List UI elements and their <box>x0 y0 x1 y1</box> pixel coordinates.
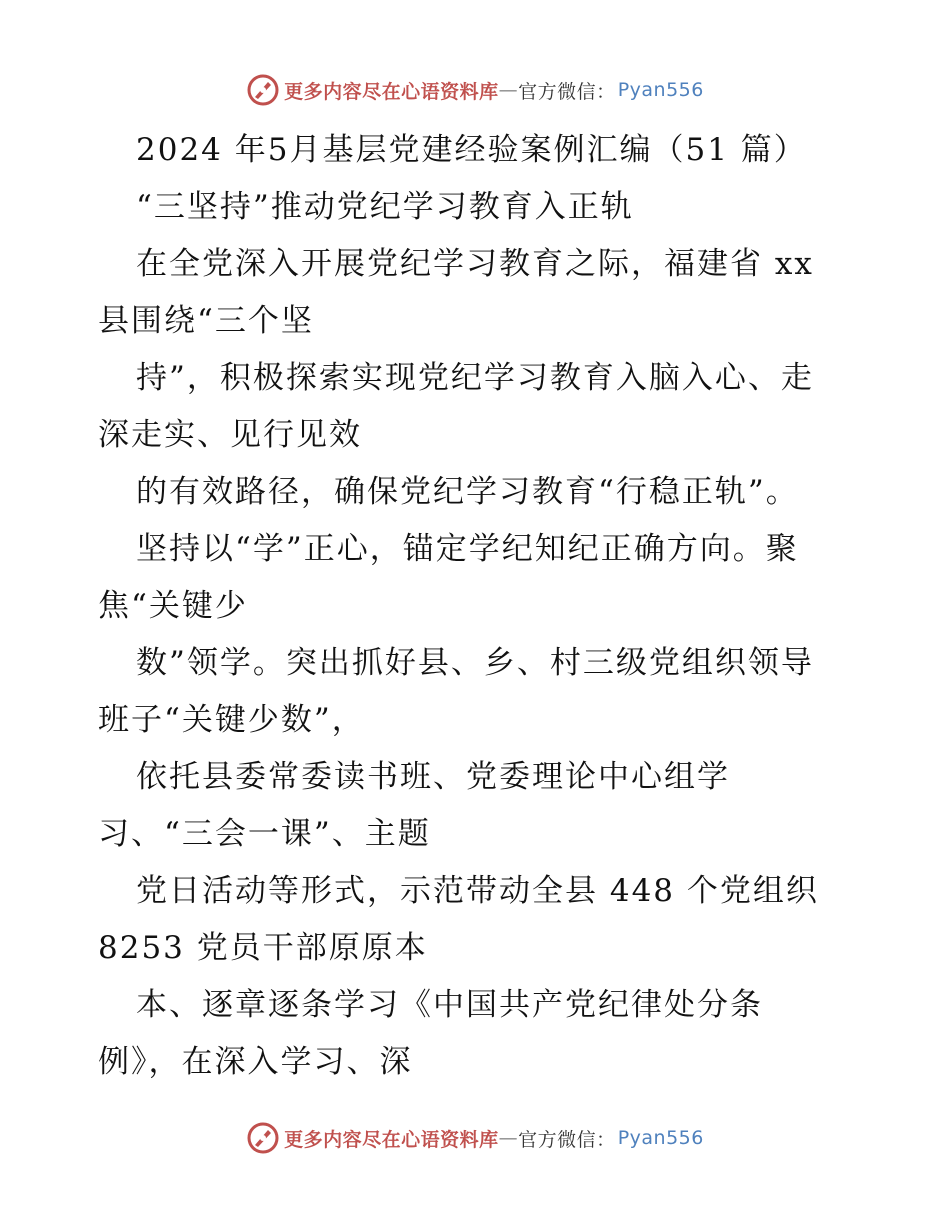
paragraph-line: 数”领学。突出抓好县、乡、村三级党组织领导 <box>136 645 814 681</box>
paragraph-line: 深走实、见行见效 <box>98 417 362 453</box>
paragraph-line: 焦“关键少 <box>98 588 248 624</box>
paragraph-line: 依托县委常委读书班、党委理论中心组学 <box>136 759 730 795</box>
watermark-account: Pyan556 <box>617 1127 704 1149</box>
watermark-dash: — <box>498 1127 519 1149</box>
brand-logo-icon <box>246 1121 280 1155</box>
footer-watermark <box>0 1118 950 1158</box>
paragraph-line: 例》，在深入学习、深 <box>98 1044 413 1080</box>
document-title: 2024 年5月基层党建经验案例汇编（51 篇） <box>136 132 807 168</box>
paragraph-line: 党日活动等形式，示范带动全县 448 个党组织 <box>136 873 819 909</box>
paragraph-line: 习、“三会一课”、主题 <box>98 816 431 852</box>
header-watermark <box>0 70 950 110</box>
watermark-label: 官方微信： <box>518 80 616 103</box>
paragraph-line: 的有效路径，确保党纪学习教育“行稳正轨”。 <box>136 474 799 510</box>
paragraph-line: 8253 党员干部原原本 <box>98 930 428 966</box>
watermark-dash: — <box>498 79 519 101</box>
paragraph-line: 坚持以“学”正心，锚定学纪知纪正确方向。聚 <box>136 531 799 567</box>
watermark-account: Pyan556 <box>617 79 704 101</box>
watermark-brand: 更多内容尽在心语资料库 <box>284 1128 499 1151</box>
paragraph-line: 班子“关键少数”， <box>98 702 365 738</box>
paragraph-line: 县围绕“三个坚 <box>98 303 314 339</box>
paragraph-line: 本、逐章逐条学习《中国共产党纪律处分条 <box>136 987 763 1023</box>
brand-logo-icon <box>246 73 280 107</box>
watermark-label: 官方微信： <box>518 1128 616 1151</box>
document-body <box>98 122 868 1091</box>
paragraph-line: 持”，积极探索实现党纪学习教育入脑入心、走 <box>136 360 814 396</box>
watermark-brand: 更多内容尽在心语资料库 <box>284 80 499 103</box>
section-heading: “三坚持”推动党纪学习教育入正轨 <box>136 189 634 225</box>
paragraph-line: 在全党深入开展党纪学习教育之际，福建省 xx <box>136 246 814 282</box>
